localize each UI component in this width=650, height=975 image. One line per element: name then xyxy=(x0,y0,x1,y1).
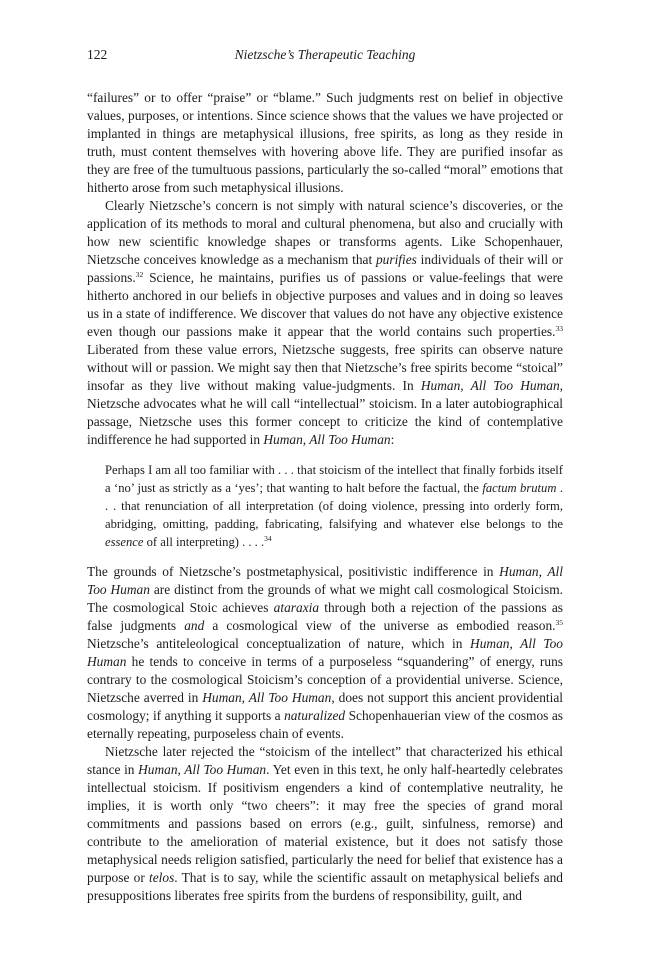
text-run: : xyxy=(390,432,395,447)
italic-text: Human, All Too Human xyxy=(202,690,332,705)
italic-text: factum brutum xyxy=(482,481,557,495)
text-run: The grounds of Nietzsche’s postmetaphysical, positivistic indifference in xyxy=(87,564,500,579)
text-run: of all interpreting) . . . . xyxy=(143,535,265,549)
running-title: Nietzsche’s Therapeutic Teaching xyxy=(234,47,416,62)
running-head xyxy=(87,46,563,64)
text-run: through both a rejection of the passions as false judgments xyxy=(87,600,563,633)
text-run: , Nietzsche advocates what he will call “intellectual” stoicism. In a later autobiographical passage, Nietzsche uses this former concept to criticize the kind of contemplative indifference he had supported in xyxy=(87,378,564,447)
text-run: individuals of their will or passions. xyxy=(87,252,563,285)
text-run: are distinct from the grounds of what we might call cosmological Stoicism. The cosmological Stoic achieves xyxy=(87,582,563,615)
italic-text: and xyxy=(184,618,205,633)
italic-text: essence xyxy=(105,535,144,549)
text-run: . Yet even in this text, he only half-heartedly celebrates intellectual stoicism. If positivism engenders a kind of contemplative neutrality, he implies, it is worth only “two cheers”: it may free the species of grand moral commitments and passions based on errors (e.g., guilt, sinfulness, remorse) and contribute to the amelioration of material existence, but it does not satisfy those metaphysical needs religion satisfied, particularly the need for belief that existence has a purpose or xyxy=(87,762,563,885)
body-text xyxy=(87,89,563,905)
text-run: . . . that renunciation of all interpretation (of doing violence, pressing into orderly form, abridging, omitting, padding, fabricating, falsifying and whatever else belongs to the xyxy=(105,481,564,531)
italic-text: telos xyxy=(149,870,175,885)
text-run: Schopenhauerian view of the cosmos as eternally repeating, purposeless chain of events. xyxy=(87,708,563,741)
block-quote xyxy=(105,461,563,551)
italic-text: Human, All Too Human xyxy=(87,636,563,669)
text-run: he tends to conceive in terms of a purposeless “squandering” of energy, runs contrary to the cosmological Stoicism’s conception of a providential universe. Science, Nietzsche averred in xyxy=(87,654,563,705)
text-run: Liberated from these value errors, Nietzsche suggests, free spirits can observe nature without will or passion. We might say then that Nietzsche’s free spirits become “stoical” insofar as they live without making value-judgments. In xyxy=(87,342,563,393)
text-run: a cosmological view of the universe as embodied reason. xyxy=(204,618,556,633)
footnote-ref: 35 xyxy=(555,618,564,627)
text-run: Nietzsche’s antiteleological conceptualization of nature, which in xyxy=(87,636,471,651)
paragraph xyxy=(87,197,563,449)
text-run: . That is to say, while the scientific assault on metaphysical beliefs and presuppositions liberates free spirits from the burdens of responsibility, guilt, and xyxy=(87,870,563,903)
text-run: Perhaps I am all too familiar with . . . that stoicism of the intellect that finally forbids itself a ‘no’ just as strictly as a ‘yes’; that wanting to halt before the factual, the xyxy=(105,463,563,495)
footnote-ref: 34 xyxy=(264,534,272,543)
italic-text: Human, All Too Human xyxy=(420,378,560,393)
page-number: 122 xyxy=(87,47,108,62)
paragraph xyxy=(87,563,563,743)
paragraph xyxy=(87,743,563,905)
italic-text: Human, All Too Human xyxy=(87,564,563,597)
text-run: “failures” or to offer “praise” or “blame.” Such judgments rest on belief in objective values, purposes, or intentions. Since science shows that the values we have projected or implanted in things are metaphysical illusions, free spirits, as long as they reside in truth, must content themselves with hovering above life. They are purified insofar as they are free of the tumultuous passions, particularly the so-called “moral” emotions that hitherto arose from such metaphysical illusions. xyxy=(87,90,563,195)
italic-text: ataraxia xyxy=(273,600,320,615)
italic-text: purifies xyxy=(375,252,417,267)
paragraph-continued xyxy=(87,89,563,197)
italic-text: Human, All Too Human xyxy=(138,762,267,777)
italic-text: Human, All Too Human xyxy=(263,432,391,447)
italic-text: naturalized xyxy=(284,708,346,723)
footnote-ref: 33 xyxy=(555,324,563,333)
text-run: Nietzsche later rejected the “stoicism of the intellect” that characterized his ethical stance in xyxy=(87,744,563,777)
footnote-ref: 32 xyxy=(135,270,144,279)
text-run: Science, he maintains, purifies us of passions or value-feelings that were hitherto anchored in our beliefs in objective purposes and values and in doing so leaves us in a state of indifference. We discover that values do not have any objective existence even though our passions make it appear that the world contains such properties. xyxy=(87,270,563,339)
text-run: Clearly Nietzsche’s concern is not simply with natural science’s discoveries, or the application of its methods to moral and cultural phenomena, but also and crucially with how new scientific knowledge shapes or transforms agents. Like Schopenhauer, Nietzsche conceives knowledge as a mechanism that xyxy=(87,198,563,267)
text-run: , does not support this ancient providential cosmology; if anything it supports a xyxy=(87,690,563,723)
